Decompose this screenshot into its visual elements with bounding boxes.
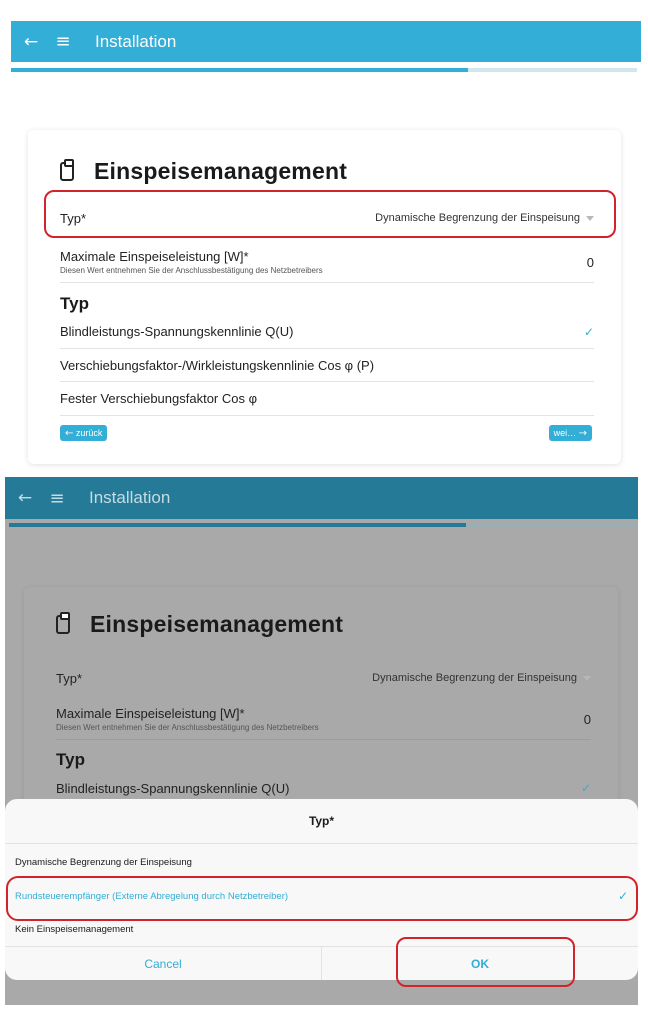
section-heading: Typ bbox=[56, 750, 85, 769]
option-label: Fester Verschiebungsfaktor Cos φ bbox=[60, 391, 258, 406]
progress-bar bbox=[9, 523, 635, 527]
section-heading: Typ bbox=[60, 294, 89, 313]
cancel-button[interactable]: Cancel bbox=[5, 947, 322, 980]
checkmark-icon: ✓ bbox=[583, 324, 594, 339]
menu-icon[interactable]: ≡ bbox=[55, 31, 71, 52]
sheet-option[interactable]: Kein Einspeisemanagement bbox=[15, 923, 134, 935]
option-label: Blindleistungs-Spannungskennlinie Q(U) bbox=[60, 324, 294, 339]
max-label: Maximale Einspeiseleistung [W]* bbox=[56, 706, 245, 721]
typ-value: Dynamische Begrenzung der Einspeisung bbox=[375, 212, 580, 224]
max-hint: Diesen Wert entnehmen Sie der Anschlussbestätigung des Netzbetreibers bbox=[56, 723, 319, 732]
max-label: Maximale Einspeiseleistung [W]* bbox=[60, 249, 249, 264]
ok-button[interactable]: OK bbox=[471, 956, 489, 971]
option-label: Blindleistungs-Spannungskennlinie Q(U) bbox=[56, 780, 290, 796]
arrow-left-icon[interactable]: ← bbox=[23, 31, 39, 52]
option-row[interactable] bbox=[60, 382, 594, 416]
clipboard-icon bbox=[56, 615, 70, 634]
card-title bbox=[60, 158, 347, 185]
menu-icon[interactable]: ≡ bbox=[49, 487, 65, 509]
app-bar bbox=[11, 21, 641, 62]
max-einspeiseleistung-field[interactable] bbox=[56, 699, 591, 740]
next-button[interactable]: wei… → bbox=[549, 425, 592, 441]
arrow-left-icon[interactable]: ← bbox=[17, 488, 33, 508]
sheet-option[interactable]: Dynamische Begrenzung der Einspeisung bbox=[15, 856, 192, 868]
max-hint: Diesen Wert entnehmen Sie der Anschlussbestätigung des Netzbetreibers bbox=[60, 266, 323, 275]
einspeisemanagement-card bbox=[24, 587, 618, 827]
progress-bar bbox=[11, 68, 637, 72]
option-label: Verschiebungsfaktor-/Wirkleistungskennlinie Cos φ (P) bbox=[60, 357, 375, 373]
sheet-option-selected[interactable]: Rundsteuerempfänger (Externe Abregelung durch Netzbetreiber) ✓ bbox=[15, 889, 628, 903]
back-button[interactable]: ← zurück bbox=[60, 425, 107, 441]
highlight-annotation bbox=[44, 190, 616, 238]
option-row[interactable] bbox=[60, 349, 594, 382]
sheet-title: Typ* bbox=[5, 799, 638, 844]
clipboard-icon bbox=[60, 162, 74, 181]
app-bar-title: Installation bbox=[95, 31, 177, 51]
einspeisemanagement-card bbox=[28, 130, 621, 464]
card-title bbox=[56, 611, 343, 638]
highlight-annotation bbox=[396, 937, 575, 987]
max-value[interactable]: 0 bbox=[586, 254, 594, 270]
typ-select[interactable] bbox=[56, 667, 591, 689]
arrow-right-icon: → bbox=[578, 427, 587, 439]
checkmark-icon: ✓ bbox=[580, 781, 591, 795]
app-bar bbox=[5, 477, 638, 519]
dropdown-caret-icon bbox=[583, 676, 591, 681]
typ-label: Typ* bbox=[56, 670, 83, 686]
dimmed-screen bbox=[5, 477, 638, 1005]
typ-value: Dynamische Begrenzung der Einspeisung bbox=[372, 672, 577, 684]
option-row[interactable] bbox=[60, 315, 594, 349]
checkmark-icon: ✓ bbox=[617, 889, 628, 903]
card-title-text: Einspeisemanagement bbox=[94, 158, 348, 184]
highlight-annotation bbox=[6, 876, 638, 921]
arrow-left-icon: ← bbox=[65, 427, 74, 439]
max-value[interactable]: 0 bbox=[583, 711, 591, 727]
card-title-text: Einspeisemanagement bbox=[90, 611, 344, 637]
max-einspeiseleistung-field[interactable] bbox=[60, 242, 594, 283]
typ-label: Typ* bbox=[60, 210, 87, 226]
app-bar-title: Installation bbox=[89, 488, 171, 507]
